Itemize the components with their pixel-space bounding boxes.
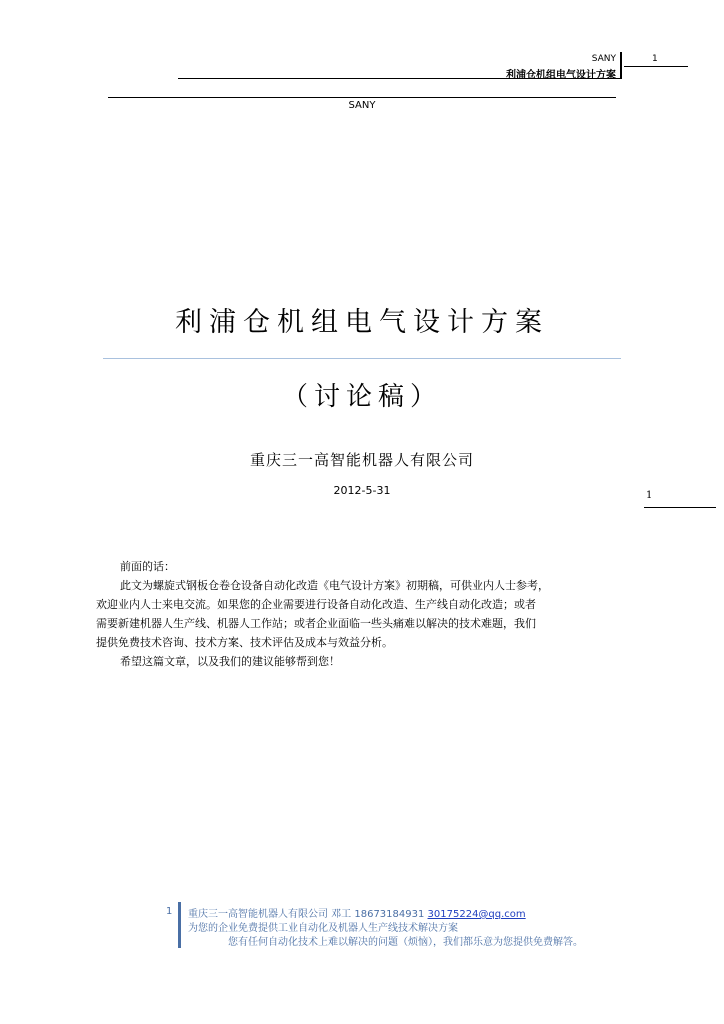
company-name: 重庆三一高智能机器人有限公司 [249, 451, 474, 469]
preface-line: 提供免费技术咨询、技术方案、技术评估及成本与效益分析。 [96, 636, 393, 649]
preface-heading: 前面的话： [120, 560, 175, 573]
body-top-rule [108, 97, 616, 98]
header-page-number: 1 [652, 54, 658, 64]
side-page-rule [644, 507, 716, 508]
footer-line: 您有任何自动化技术上难以解决的问题（烦恼），我们都乐意为您提供免费解答。 [228, 937, 583, 948]
document-date: 2012-5-31 [333, 484, 391, 497]
title-rule [103, 358, 621, 359]
footer-contact-text: 重庆三一高智能机器人有限公司 邓工 18673184931 [188, 909, 428, 920]
footer-contact [188, 905, 526, 920]
document-subtitle: （讨论稿） [281, 382, 442, 412]
footer-email-link[interactable]: 30175224@qq.com [427, 909, 526, 920]
side-page-number: 1 [646, 490, 653, 501]
header-company: SANY [591, 54, 616, 64]
preface-line: 欢迎业内人士来电交流。如果您的企业需要进行设备自动化改造、生产线自动化改造；或者 [96, 598, 536, 611]
header-rule [178, 78, 621, 79]
preface-line: 希望这篇文章，以及我们的建议能够帮到您！ [120, 655, 340, 668]
header-divider [620, 52, 622, 79]
footer-accent-bar [178, 902, 181, 948]
preface-line: 此文为螺旋式钢板仓卷仓设备自动化改造《电气设计方案》初期稿，可供业内人士参考， [120, 579, 549, 592]
footer-page-number: 1 [166, 906, 173, 917]
body-company-label: SANY [348, 100, 376, 111]
preface-line: 需要新建机器人生产线、机器人工作站；或者企业面临一些头痛难以解决的技术难题，我们 [96, 617, 536, 630]
footer-line: 为您的企业免费提供工业自动化及机器人生产线技术解决方案 [188, 923, 458, 934]
header-page-rule [624, 66, 688, 67]
preface [96, 557, 622, 671]
header-title: 利浦仓机组电气设计方案 [506, 70, 616, 81]
document-title: 利浦仓机组电气设计方案 [175, 307, 549, 338]
